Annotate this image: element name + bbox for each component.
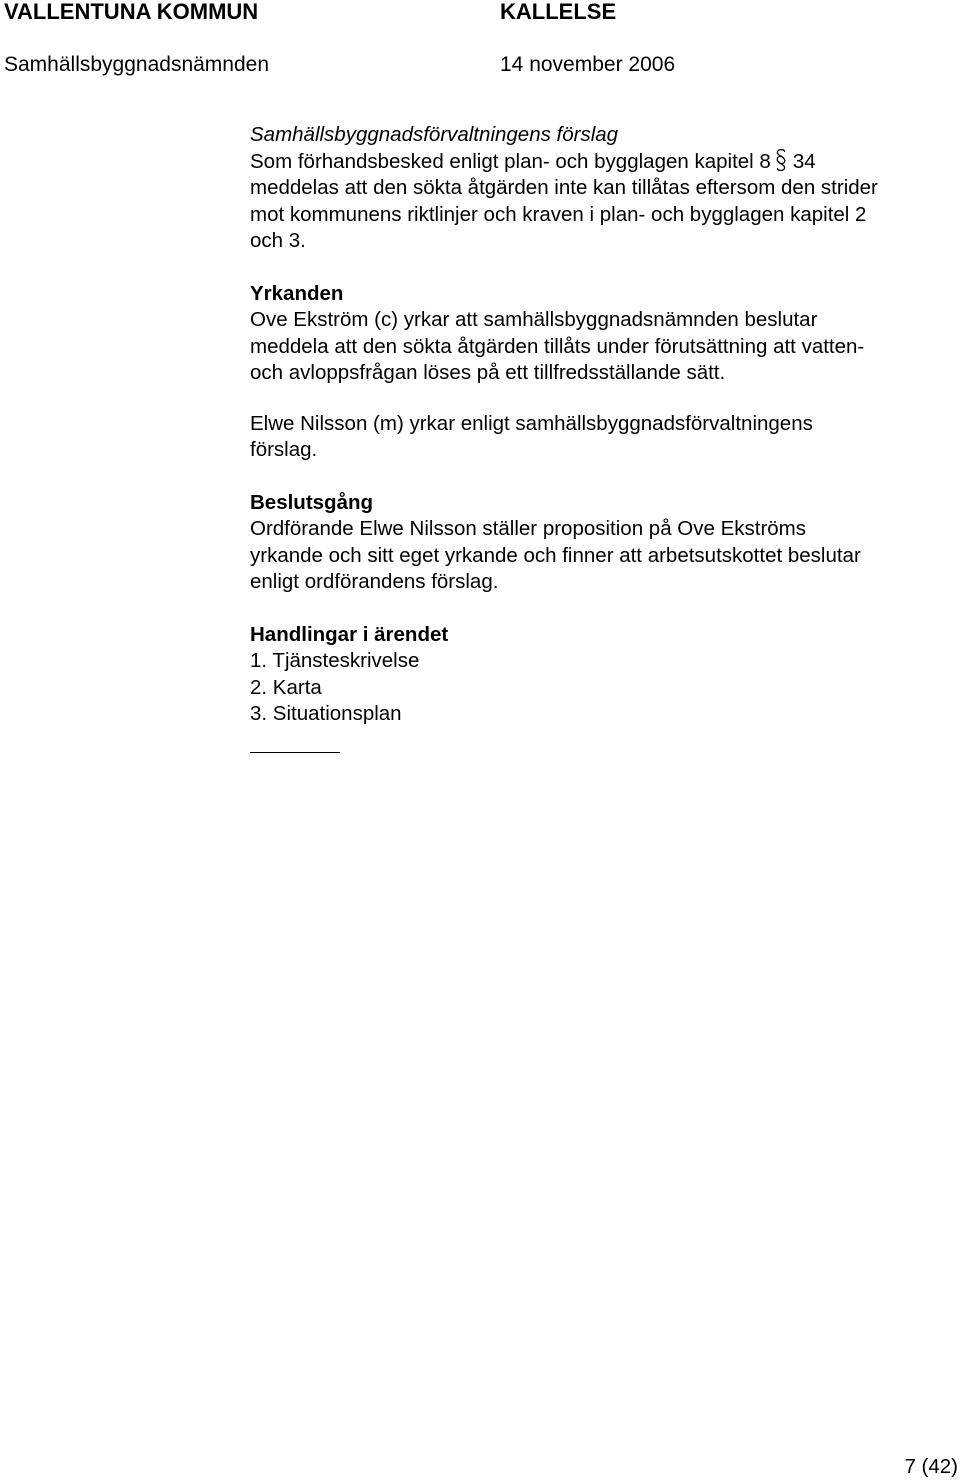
- document-body: [250, 122, 950, 728]
- list-item: 2. Karta: [250, 675, 322, 699]
- proposal-line: mot kommunens riktlinjer och kraven i plan- och bygglagen kapitel 2: [250, 202, 867, 226]
- documents-section: [250, 622, 950, 728]
- organization-name: VALLENTUNA KOMMUN: [4, 0, 259, 24]
- proposal-line: meddelas att den sökta åtgärden inte kan tillåtas eftersom den strider: [250, 176, 878, 199]
- page-number: 7 (42): [904, 1455, 958, 1478]
- proposal-line-text: 34: [792, 149, 816, 173]
- decision-line: enligt ordförandens förslag.: [250, 570, 499, 593]
- motion-line: och avloppsfrågan löses på ett tillfredsställande sätt.: [250, 361, 726, 384]
- motion-line: meddela att den sökta åtgärden tillåts under förutsättning att vatten-: [250, 334, 865, 358]
- proposal-heading: Samhällsbyggnadsförvaltningens förslag: [250, 123, 619, 146]
- proposal-line: [250, 149, 950, 176]
- section-sign-icon: [775, 149, 787, 171]
- committee-name: Samhällsbyggnadsnämnden: [4, 53, 270, 76]
- decision-line: yrkande och sitt eget yrkande och finner att arbetsutskottet beslutar: [250, 543, 861, 567]
- motion-line: Elwe Nilsson (m) yrkar enligt samhällsbyggnadsförvaltningens: [250, 411, 813, 435]
- decision-process-heading: Beslutsgång: [250, 490, 374, 514]
- list-item: 3. Situationsplan: [250, 702, 402, 725]
- motion-line: förslag.: [250, 438, 318, 461]
- documents-list: [250, 648, 950, 728]
- proposal-text: [250, 149, 950, 255]
- documents-heading: Handlingar i ärendet: [250, 622, 449, 646]
- motions-heading: Yrkanden: [250, 281, 344, 305]
- decision-line: Ordförande Elwe Nilsson ställer proposition på Ove Ekströms: [250, 517, 807, 540]
- motion-nilsson: [250, 411, 950, 464]
- decision-process-section: [250, 490, 950, 596]
- proposal-line: och 3.: [250, 229, 306, 252]
- end-rule-divider: [250, 752, 340, 753]
- decision-process-text: [250, 516, 950, 596]
- motions-section: [250, 281, 950, 464]
- motion-line: Ove Ekström (c) yrkar att samhällsbyggnadsnämnden beslutar: [250, 308, 818, 331]
- list-item: 1. Tjänsteskrivelse: [250, 649, 420, 672]
- proposal-section: [250, 122, 950, 255]
- motion-ekstrom: [250, 307, 950, 387]
- document-type: KALLELSE: [500, 0, 617, 24]
- proposal-line-text: Som förhandsbesked enligt plan- och bygglagen kapitel 8: [250, 149, 771, 173]
- meeting-date: 14 november 2006: [500, 53, 676, 76]
